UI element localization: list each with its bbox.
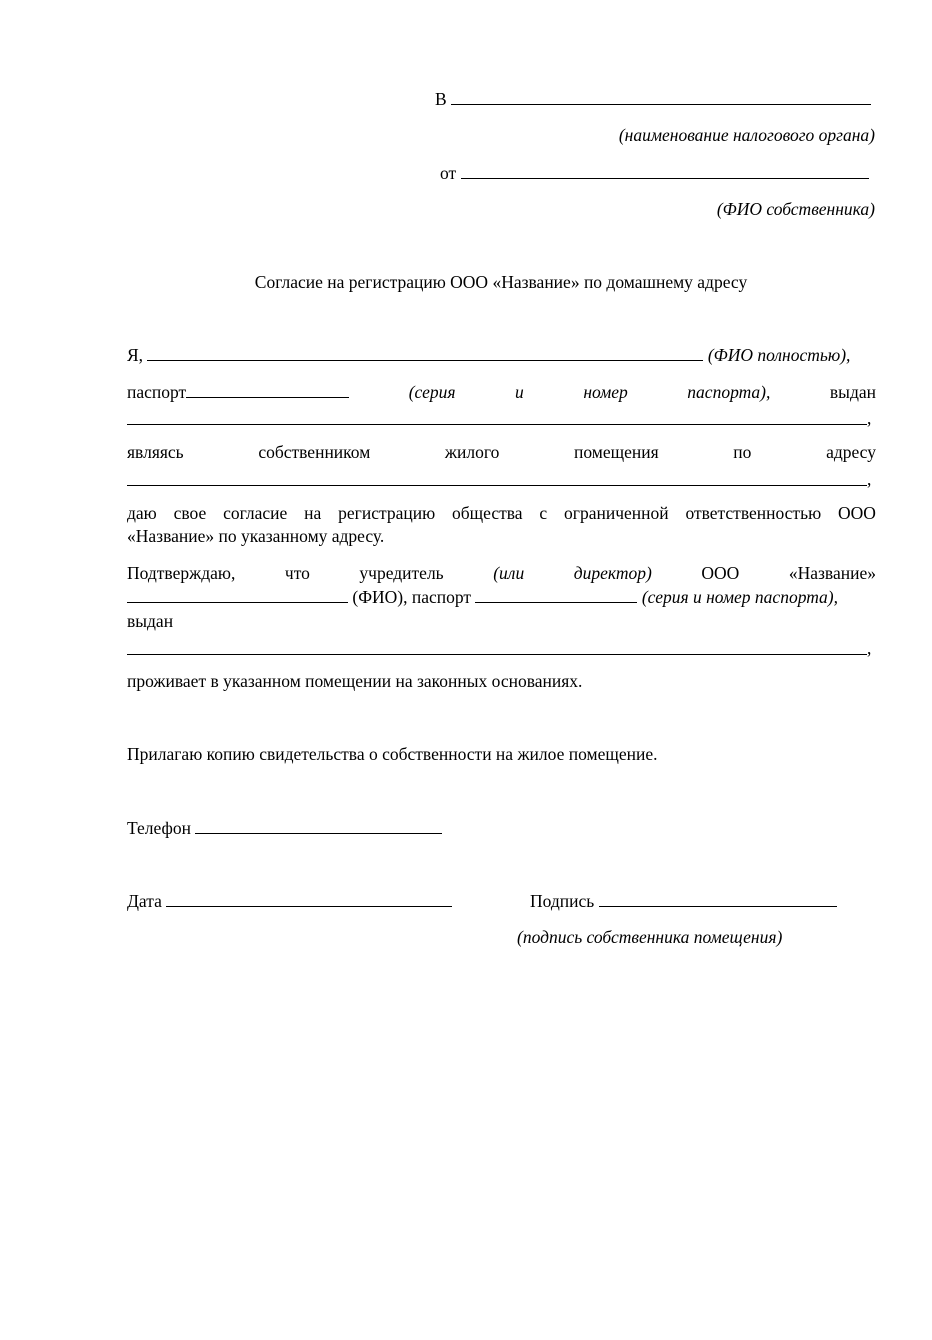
signature-line: [530, 890, 837, 912]
signature-blank[interactable]: [599, 892, 837, 907]
recipient-hint: (наименование налогового органа): [618, 125, 875, 145]
date-line: [127, 890, 452, 912]
founder-name-blank[interactable]: [127, 588, 348, 603]
founder-passport-blank[interactable]: [475, 588, 637, 603]
consent-word: на: [304, 503, 322, 523]
recipient-line: [435, 88, 871, 110]
owner-line: [127, 441, 876, 463]
consent-word: ограниченной: [564, 503, 669, 523]
issued-by-blank[interactable]: [127, 424, 867, 425]
sender-hint: (ФИО собственника): [716, 199, 875, 219]
address-blank[interactable]: [127, 485, 867, 486]
applicant-line: [127, 344, 850, 366]
phone-label: Телефон: [127, 818, 191, 838]
confirm-word: что: [284, 563, 310, 583]
confirm-word: учредитель: [359, 563, 444, 583]
consent-line-2: «Название» по указанному адресу.: [127, 526, 385, 546]
resides-statement: проживает в указанном помещении на законных основаниях.: [127, 671, 583, 691]
signature-hint: (подпись собственника помещения): [517, 927, 783, 947]
owner-word: жилого: [444, 442, 500, 462]
founder-issued-label: выдан: [127, 611, 174, 631]
attachment-statement: Прилагаю копию свидетельства о собственности на жилое помещение.: [127, 744, 658, 764]
date-label: Дата: [127, 891, 162, 911]
address-comma: ,: [867, 469, 872, 489]
founder-issued-by-blank[interactable]: [127, 654, 867, 655]
date-blank[interactable]: [166, 892, 452, 907]
confirm-word: (или: [493, 563, 525, 583]
consent-line-1: [127, 502, 876, 524]
consent-word: регистрацию: [338, 503, 436, 523]
passport-number-blank[interactable]: [186, 383, 349, 398]
confirm-word: директор): [573, 563, 652, 583]
consent-word: с: [539, 503, 548, 523]
consent-word: свое: [173, 503, 207, 523]
passport-label-group: [127, 381, 349, 403]
issued-by-comma: ,: [867, 408, 872, 428]
owner-word: помещения: [574, 442, 659, 462]
owner-word: собственником: [258, 442, 371, 462]
founder-fio-label: (ФИО), паспорт: [352, 587, 472, 607]
recipient-prefix: В: [435, 89, 447, 109]
founder-issued-comma: ,: [867, 638, 872, 658]
document-title: Согласие на регистрацию ООО «Название» по домашнему адресу: [254, 272, 748, 292]
founder-line: [127, 586, 838, 608]
founder-passport-hint: (серия и номер паспорта),: [641, 587, 839, 607]
consent-word: ООО: [837, 503, 876, 523]
consent-word: согласие: [223, 503, 288, 523]
passport-hint-word: (серия: [408, 382, 456, 402]
signature-label: Подпись: [530, 891, 595, 911]
applicant-name-hint: (ФИО полностью),: [707, 345, 851, 365]
confirm-word: ООО: [701, 563, 740, 583]
consent-word: даю: [127, 503, 157, 523]
sender-prefix: от: [440, 163, 457, 183]
applicant-name-blank[interactable]: [147, 346, 703, 361]
owner-word: по: [733, 442, 752, 462]
passport-line: [127, 381, 876, 403]
consent-word: общества: [452, 503, 523, 523]
sender-blank[interactable]: [461, 164, 869, 179]
passport-label: паспорт: [127, 382, 187, 402]
owner-word: являясь: [127, 442, 184, 462]
confirm-word: «Название»: [788, 563, 876, 583]
passport-hint-word: паспорта),: [687, 382, 771, 402]
consent-word: ответственностью: [685, 503, 822, 523]
issued-label: выдан: [829, 382, 876, 402]
passport-hint-word: номер: [583, 382, 628, 402]
recipient-blank[interactable]: [451, 90, 871, 105]
phone-line: [127, 817, 442, 839]
passport-hint-word: и: [515, 382, 524, 402]
confirm-line: [127, 562, 876, 584]
phone-blank[interactable]: [195, 819, 442, 834]
owner-word: адресу: [826, 442, 876, 462]
sender-line: [440, 162, 869, 184]
confirm-word: Подтверждаю,: [127, 563, 236, 583]
applicant-prefix: Я,: [127, 345, 144, 365]
